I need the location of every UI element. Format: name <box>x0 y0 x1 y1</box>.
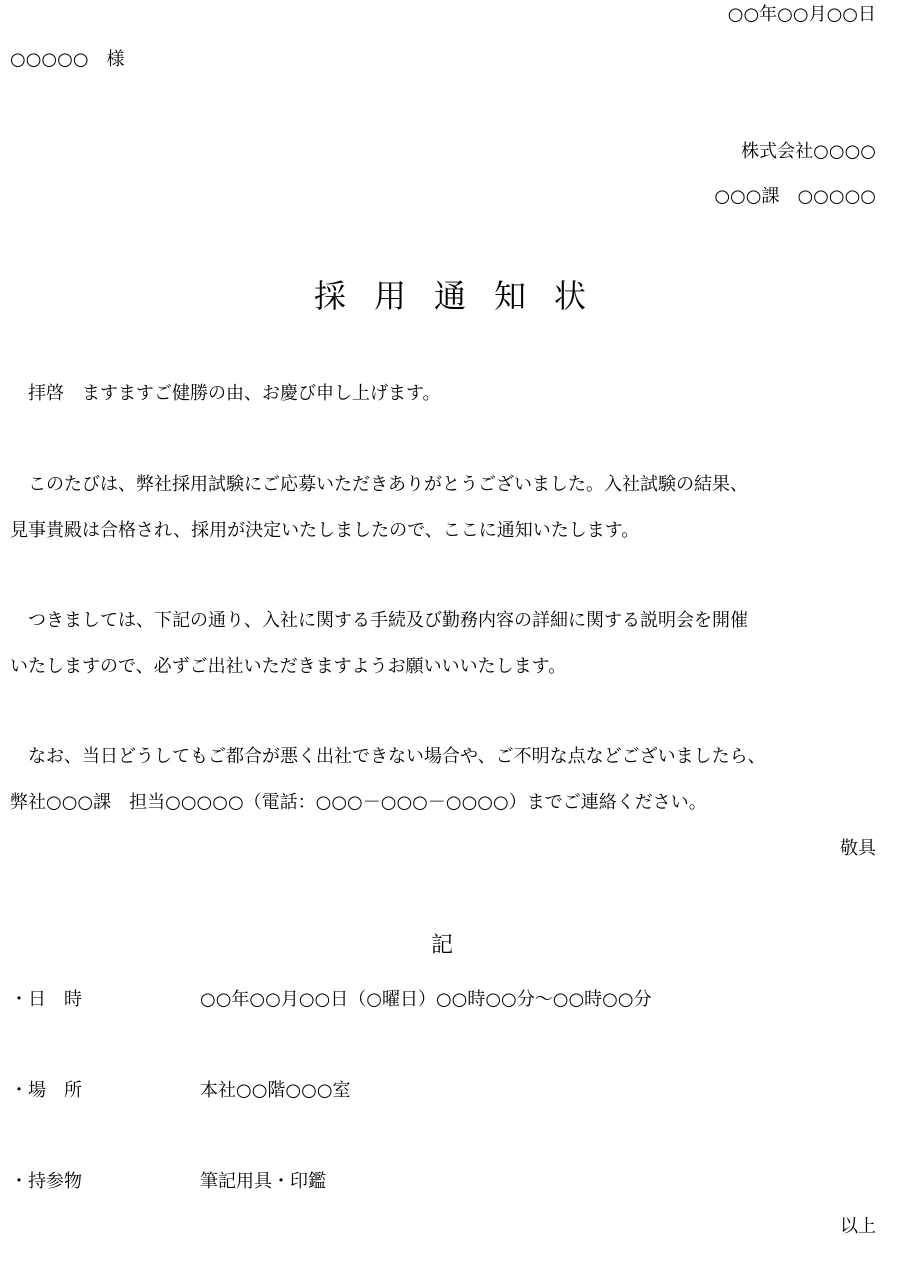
paragraph-2-line-1: つきましては、下記の通り、入社に関する手続及び勤務内容の詳細に関する説明会を開催 <box>28 610 748 631</box>
ki-heading: 記 <box>430 933 453 958</box>
item-value-datetime: ○○年○○月○○日（○曜日）○○時○○分～○○時○○分 <box>200 989 652 1010</box>
paragraph-3-line-1: なお、当日どうしてもご都合が悪く出社できない場合や、ご不明な点などございましたら、 <box>28 746 766 767</box>
item-label-location: ・場 所 <box>10 1080 82 1101</box>
recipient-name: ○○○○○ 様 <box>10 49 125 70</box>
item-value-location: 本社○○階○○○室 <box>200 1080 351 1101</box>
item-value-belongings: 筆記用具・印鑑 <box>200 1171 326 1192</box>
item-label-datetime: ・日 時 <box>10 989 82 1010</box>
closing-keigu: 敬具 <box>840 838 876 859</box>
paragraph-1-line-1: このたびは、弊社採用試験にご応募いただきありがとうございました。入社試験の結果、 <box>28 474 748 495</box>
paragraph-2-line-2: いたしますので、必ずご出社いただきますようお願いいいたします。 <box>10 656 567 677</box>
sender-company: 株式会社○○○○ <box>741 141 876 162</box>
item-label-belongings: ・持参物 <box>10 1171 82 1192</box>
end-ijou: 以上 <box>840 1216 876 1237</box>
paragraph-3-line-2: 弊社○○○課 担当○○○○○（電話：○○○－○○○－○○○○）までご連絡ください。 <box>10 792 707 813</box>
document-date: ○○年○○月○○日 <box>727 4 876 25</box>
greeting-line: 拝啓 ますますご健勝の由、お慶び申し上げます。 <box>28 383 441 404</box>
sender-department-person: ○○○課 ○○○○○ <box>714 186 876 207</box>
document-title: 採用通知状 <box>313 277 614 315</box>
paragraph-1-line-2: 見事貴殿は合格され、採用が決定いたしましたので、ここに通知いたします。 <box>10 520 640 541</box>
